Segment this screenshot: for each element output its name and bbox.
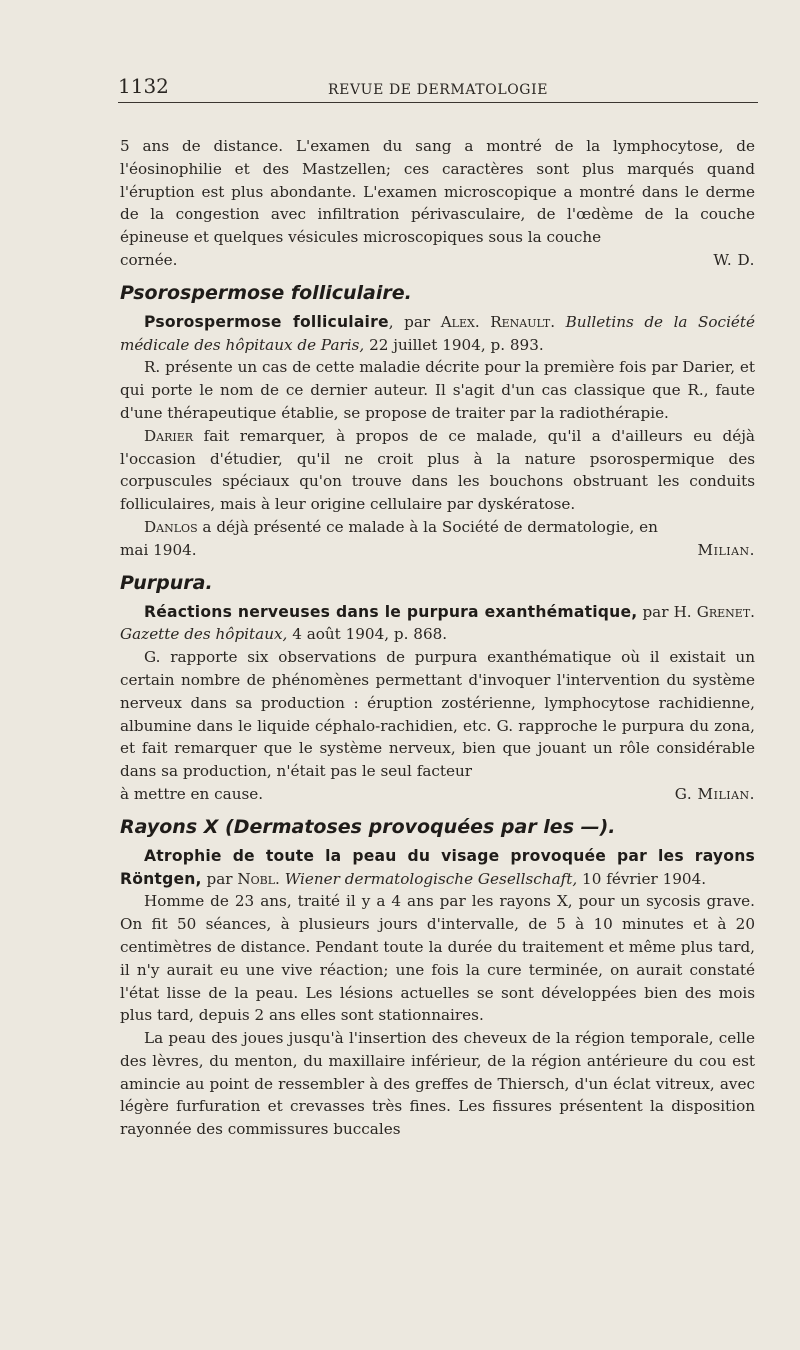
article-reference: 22 juillet 1904, p. 893.: [364, 335, 544, 354]
article-by: par: [637, 602, 674, 621]
paragraph-last-line: mai 1904.: [120, 540, 197, 559]
section-title-purpura: Purpura.: [120, 571, 213, 594]
intro-text: 5 ans de distance. L'examen du sang a montré de la lymphocytose, de l'éosinophilie et des Mastzellen; ces caractères sont plus marqués quand l'éruption est plus abondante. L'examen microscopique a montré dans le derme de la congestion avec infiltration périvasculaire, de l'œdème de la couche épineuse et quelques vésicules microscopiques sous la couche: [120, 137, 755, 247]
running-title: REVUE DE DERMATOLOGIE: [328, 82, 549, 98]
header-rule: [118, 102, 758, 103]
article-reference: 10 février 1904.: [577, 869, 707, 888]
body-paragraph: G. rapporte six observations de purpura exanthématique où il existait un certain nombre de phénomènes permettant d'invoquer l'intervention du système nerveux dans sa production : éruption zostérienne, lymphocytose rachidienne, albumine dans le liquide céphalo-rachidien, etc. G. rapproche le purpura du zona, et fait remarquer que le système nerveux, bien que jouant un rôle considérable dans sa production, n'était pas le seul facteur: [120, 648, 755, 781]
intro-paragraph: [120, 135, 755, 249]
body-paragraph: R. présente un cas de cette maladie décrite pour la première fois par Darier, et qui porte le nom de ce dernier auteur. Il s'agit d'un cas classique que R., faute d'une thérapeutique établie, se propose de traiter par la radiothérapie.: [120, 358, 755, 422]
article-title: Réactions nerveuses dans le purpura exanthématique,: [144, 602, 638, 621]
intro-last-line: cornée.: [120, 250, 178, 269]
article-author: H. Grenet.: [673, 602, 755, 621]
signature: Milian.: [697, 540, 755, 559]
article-by: , par: [388, 312, 441, 331]
signature-line: [120, 539, 755, 562]
body-paragraph: [120, 516, 755, 539]
signature: G. Milian.: [674, 784, 755, 803]
section-title-psorospermose: Psorospermose folliculaire.: [120, 281, 412, 304]
signature-line: [120, 783, 755, 806]
body-paragraph: Homme de 23 ans, traité il y a 4 ans par les rayons X, pour un sycosis grave. On fit 50 séances, à plusieurs jours d'intervalle, de 5 à 10 minutes et à 20 centimètres de distance. Pendant toute la durée du traitement et même plus tard, il n'y aurait eu une vive réaction; une fois la cure terminée, on aurait constaté l'état lisse de la peau. Les lésions actuelles se sont développées bien des mois plus tard, depuis 2 ans elles sont stationnaires.: [120, 892, 755, 1025]
section-title-rayons-x: Rayons X (Dermatoses provoquées par les —).: [120, 815, 616, 838]
page-body: [120, 135, 755, 1141]
article-heading-rayons-x: [120, 845, 755, 891]
paragraph-text: fait remarquer, à propos de ce malade, qu'il a d'ailleurs eu déjà l'occasion d'étudier, qu'il ne croit plus à la nature psorospermique des corpuscules spéciaux qu'on trouve dans les bouchons obstruant les conduits folliculaires, mais à leur origine cellulaire par dyskératose.: [120, 426, 755, 514]
article-journal: Bulletins de la Société médicale des hôpitaux de Paris,: [120, 312, 756, 354]
article-heading-purpura: [120, 601, 755, 647]
person-name: Darier: [144, 426, 194, 445]
article-journal: Gazette des hôpitaux,: [120, 625, 288, 644]
article-title: Psorospermose folliculaire: [144, 312, 389, 331]
intro-signature-line: [120, 249, 755, 272]
person-name: Danlos: [144, 517, 198, 536]
article-author: Alex. Renault.: [440, 312, 556, 331]
article-reference: 4 août 1904, p. 868.: [287, 625, 448, 644]
page-number: 1132: [118, 74, 169, 98]
article-journal: Wiener dermatologische Gesellschaft,: [284, 869, 578, 888]
paragraph-text: a déjà présenté ce malade à la Société de dermatologie, en: [197, 517, 658, 536]
article-by: par: [201, 869, 238, 888]
body-paragraph: La peau des joues jusqu'à l'insertion des cheveux de la région temporale, celle des lèvres, du menton, du maxillaire inférieur, de la région antérieure du cou est amincie au point de ressembler à des greffes de Thiersch, d'un éclat vitreux, avec légère furfuration et crevasses très fines. Les fissures présentent la disposition rayonnée des commissures buccales: [120, 1029, 755, 1139]
article-title: Atrophie de toute la peau du visage provoquée par les rayons Röntgen,: [120, 846, 755, 888]
article-heading-psorospermose: [120, 311, 755, 357]
article-author: Nobl.: [237, 869, 280, 888]
body-paragraph: [120, 425, 755, 516]
paragraph-last-line: à mettre en cause.: [120, 784, 264, 803]
intro-signature: W. D.: [713, 250, 755, 269]
page-header: [118, 74, 756, 104]
